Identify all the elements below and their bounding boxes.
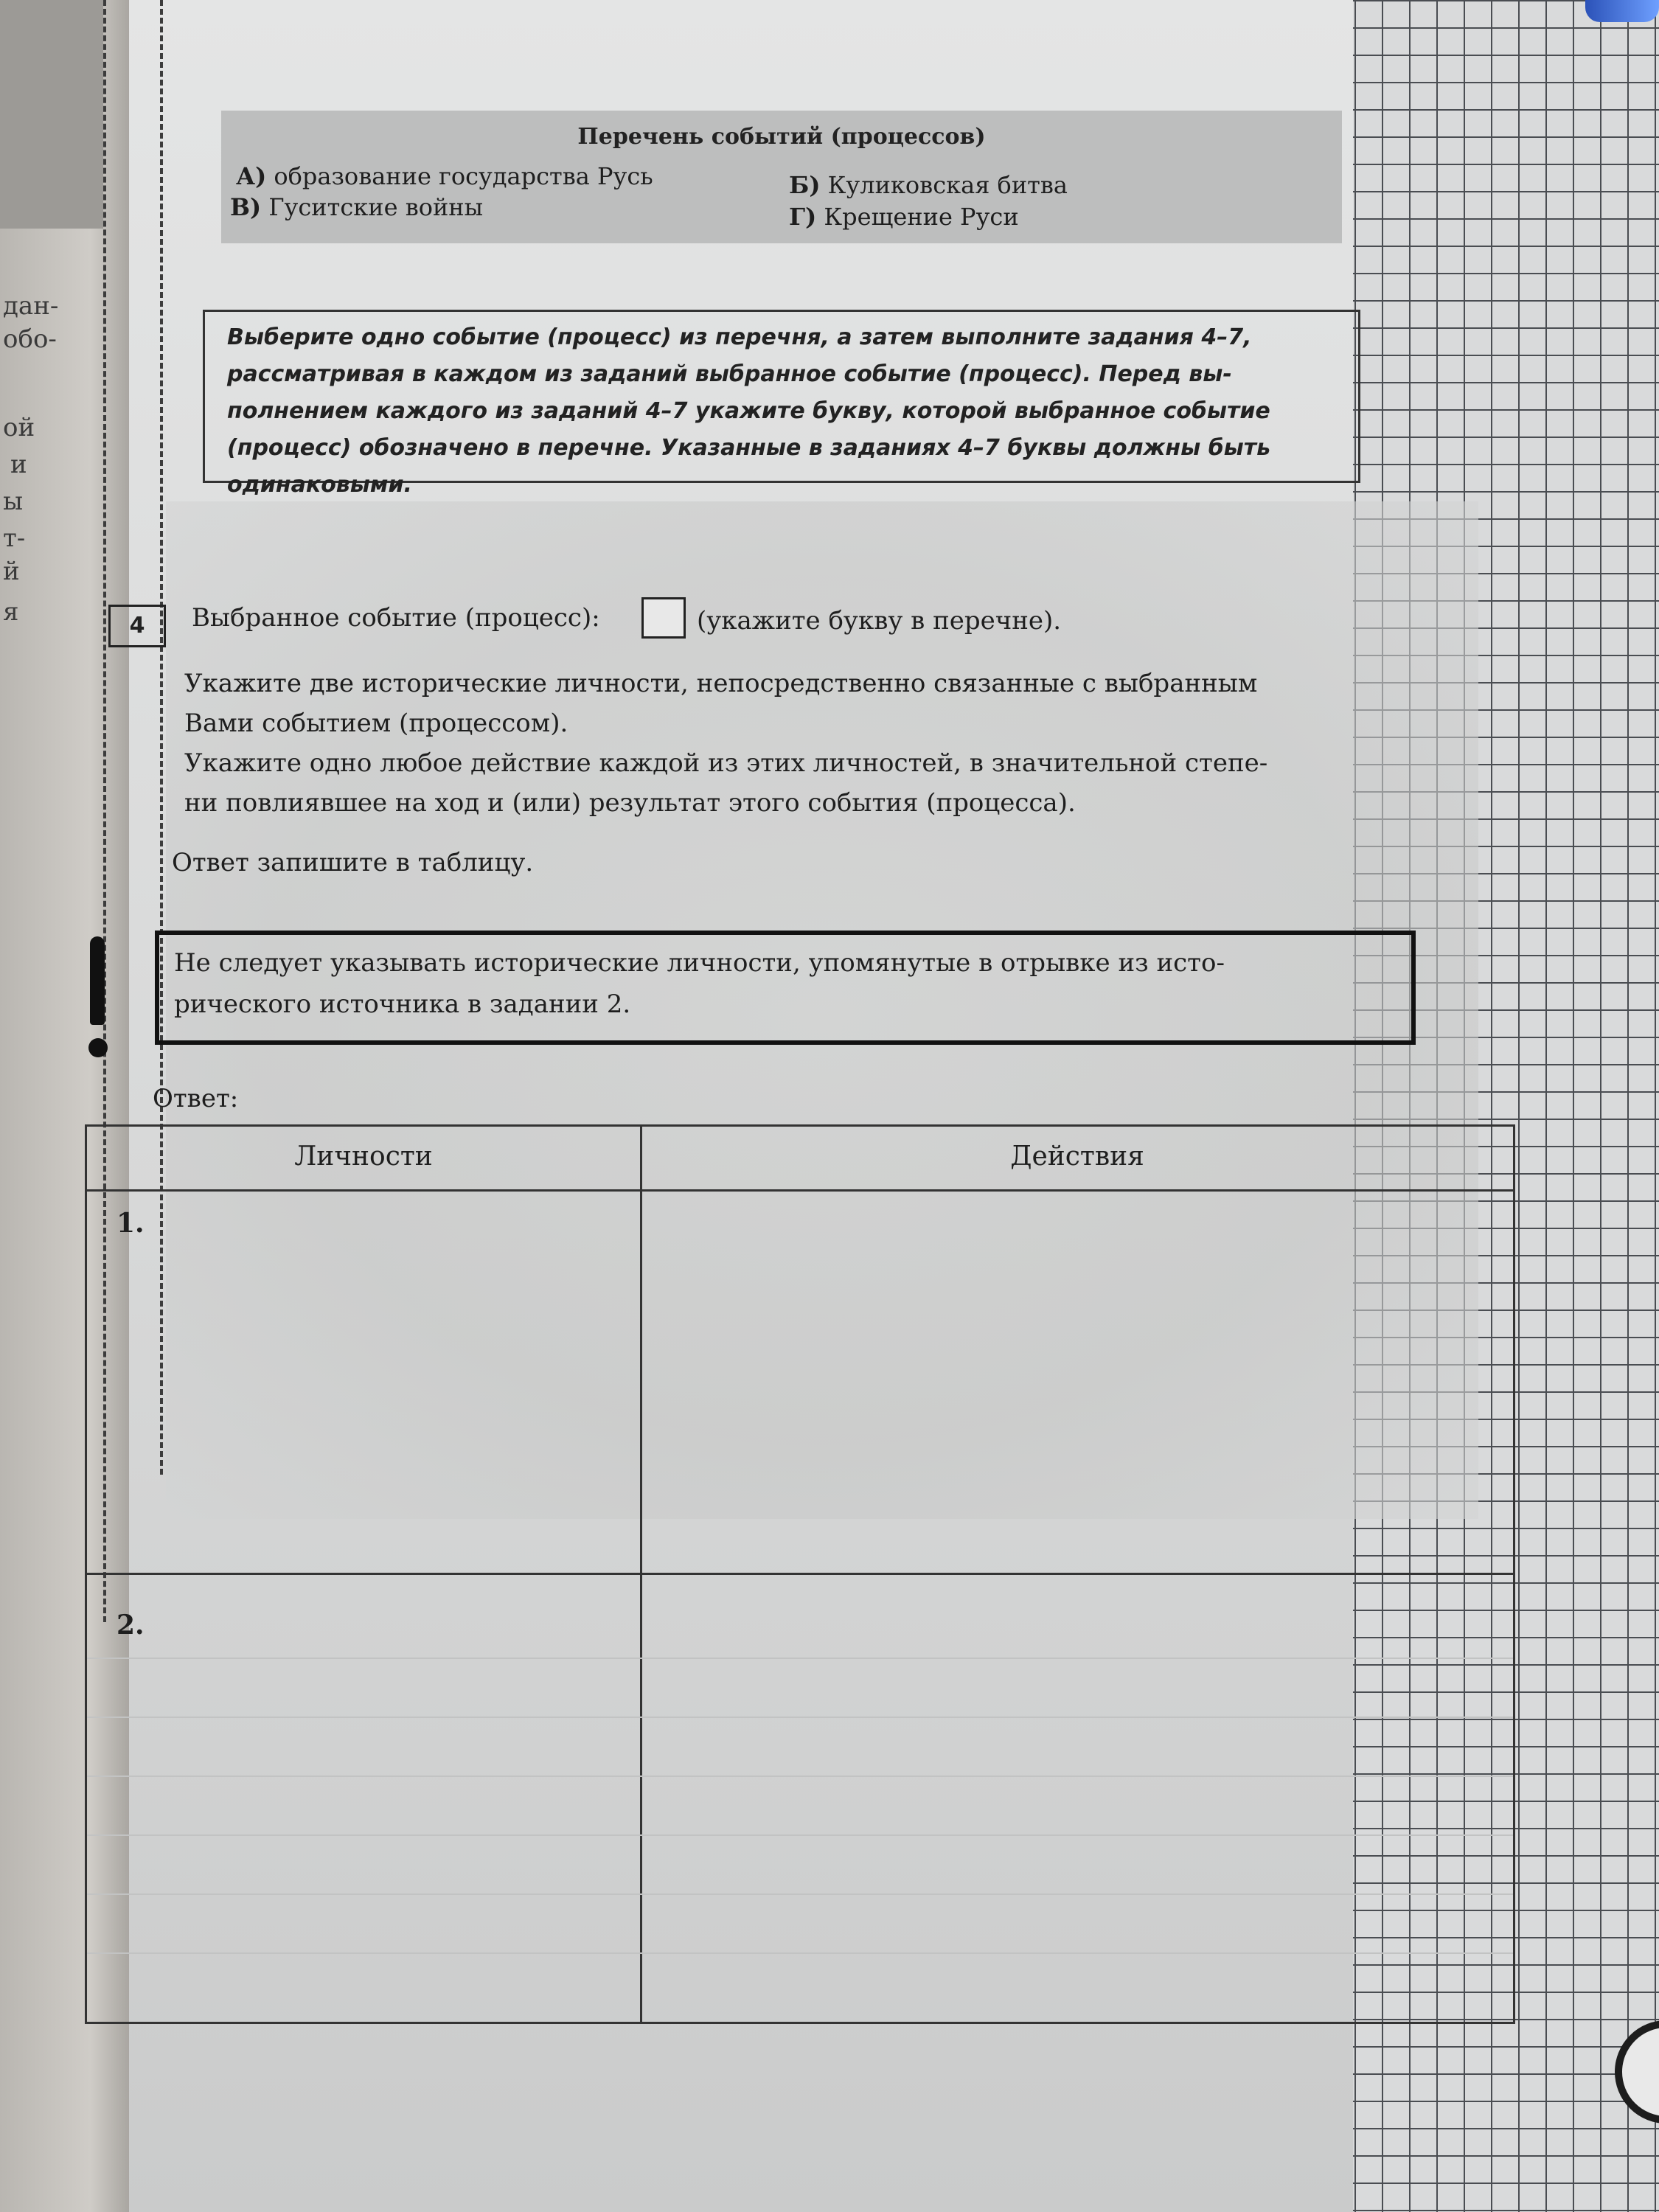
instruction-line: рассматривая в каждом из заданий выбранное событие (процесс). Перед вы-: [227, 361, 1232, 387]
left-page-fragment: ой: [3, 413, 35, 442]
answer-label: Ответ:: [153, 1084, 239, 1113]
warning-line: Не следует указывать исторические личности, упомянутые в отрывке из исто-: [174, 948, 1225, 978]
faint-ruling: [87, 1658, 1513, 1659]
left-page-gray-block: [0, 0, 103, 229]
exclamation-dot: [88, 1038, 108, 1057]
event-letter: А): [236, 162, 267, 190]
instruction-line: Выберите одно событие (процесс) из перечня, а затем выполните задания 4–7,: [227, 324, 1252, 350]
event-item-v: [230, 193, 483, 221]
row-number-2: 2.: [116, 1610, 145, 1641]
write-answer-instruction: Ответ запишите в таблицу.: [172, 848, 534, 877]
header-divider: [87, 1189, 1513, 1192]
event-text: Крещение Руси: [824, 203, 1019, 231]
left-page-fragment: обо-: [3, 324, 57, 354]
task-line: Укажите одно любое действие каждой из этих личностей, в значительной степе-: [184, 748, 1268, 778]
event-text: образование государства Русь: [274, 162, 653, 190]
left-page-fragment: дан-: [3, 291, 59, 321]
faint-ruling: [87, 1717, 1513, 1718]
task-number: 4: [108, 605, 166, 647]
task-line: Укажите две исторические личности, непосредственно связанные с выбранным: [184, 669, 1258, 698]
event-letter: В): [230, 193, 262, 221]
event-text: Гуситские войны: [268, 193, 484, 221]
instruction-box: [203, 310, 1360, 498]
pen-tip: [1585, 0, 1659, 22]
instruction-line: (процесс) обозначено в перечне. Указанные в заданиях 4–7 буквы должны быть: [227, 435, 1271, 461]
event-text: Куликовская битва: [827, 171, 1068, 199]
faint-ruling: [87, 1952, 1513, 1954]
event-item-g: [789, 203, 1019, 231]
event-letter: Г): [789, 203, 817, 231]
warning-box: [155, 931, 1416, 1045]
event-item-a: [236, 162, 653, 190]
chosen-event-label: Выбранное событие (процесс):: [192, 603, 600, 633]
faint-ruling: [87, 1893, 1513, 1895]
left-page-fragment: й: [3, 557, 20, 586]
warning-line: рического источника в задании 2.: [174, 990, 631, 1019]
column-header-actions: Действия: [1010, 1141, 1144, 1172]
left-page-fragment: я: [3, 597, 19, 627]
event-letter: Б): [789, 171, 821, 199]
faint-ruling: [87, 1775, 1513, 1777]
event-list: [221, 111, 1342, 243]
instruction-line: одинаковыми.: [227, 472, 412, 498]
event-letter-input-box[interactable]: [641, 597, 686, 639]
event-list-title: Перечень событий (процессов): [577, 124, 986, 150]
row-number-1: 1.: [116, 1208, 145, 1239]
chosen-event-hint: (укажите букву в перечне).: [697, 606, 1062, 636]
task-line: Вами событием (процессом).: [184, 709, 568, 738]
task-description: [184, 664, 1394, 823]
answer-table: [85, 1124, 1515, 2024]
row-divider: [87, 1573, 1513, 1575]
event-item-b: [789, 171, 1068, 199]
left-page-fragment: и: [10, 450, 27, 479]
instruction-line: полнением каждого из заданий 4–7 укажите букву, которой выбранное событие: [227, 398, 1270, 424]
faint-ruling: [87, 1834, 1513, 1836]
exclamation-icon: [83, 936, 112, 1069]
left-page-fragment: т-: [3, 524, 26, 553]
task-line: ни повлиявшее на ход и (или) результат этого события (процесса).: [184, 788, 1076, 818]
column-header-personalities: Личности: [294, 1141, 433, 1172]
left-page-fragment: ы: [3, 487, 24, 516]
exclamation-bar: [90, 936, 105, 1025]
